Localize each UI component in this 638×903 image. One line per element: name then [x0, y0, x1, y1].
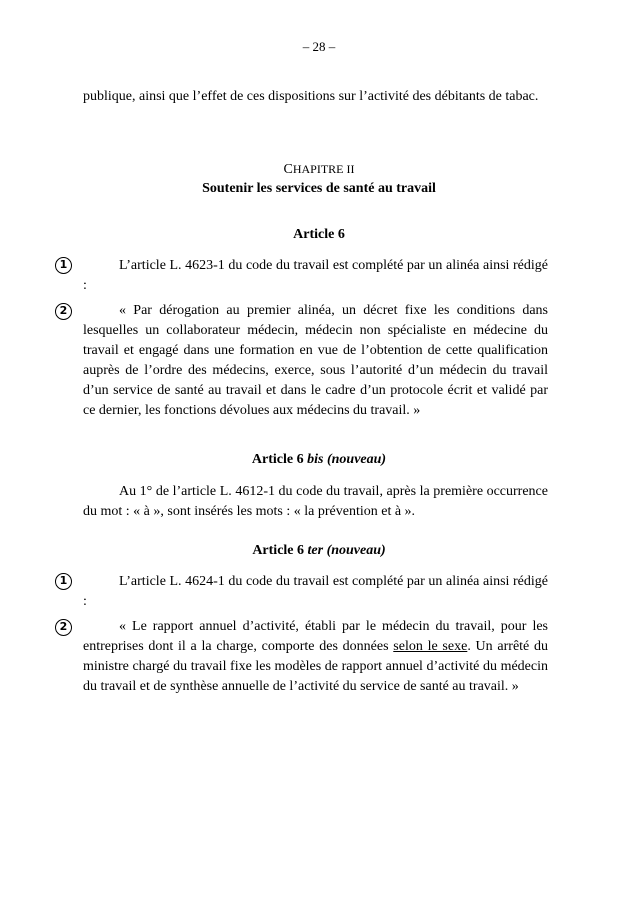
article-6-ter-heading-suffix: ter (nouveau) [307, 543, 386, 558]
intro-paragraph: publique, ainsi que l’effet de ces dispositions sur l’activité des débitants de tabac. [83, 89, 539, 104]
alinea-marker-icon: 1 [55, 257, 72, 274]
article-6-ter-alinea-2-text-before: « Le rapport annuel d’activité, établi par le médecin du travail, pour les entreprises dont il a la charge, comporte des données [83, 619, 548, 654]
chapter-label [0, 159, 638, 180]
alinea-marker-icon: 1 [55, 573, 72, 590]
alinea-marker-icon: 2 [55, 619, 72, 636]
article-6-bis-heading-suffix: bis (nouveau) [307, 452, 387, 467]
article-6-ter-alinea-2 [83, 617, 548, 697]
article-6-bis-heading [0, 450, 638, 470]
page-number: – 28 – [302, 39, 336, 54]
underlined-amendment: selon le sexe [393, 639, 468, 654]
article-6-bis-paragraph: Au 1° de l’article L. 4612-1 du code du travail, après la première occurrence du mot : « à », sont insérés les mots : « la prévention et à ». [83, 484, 548, 519]
article-6-heading: Article 6 [293, 227, 345, 242]
article-6-ter-heading-prefix: Article 6 [252, 543, 308, 558]
article-6-ter-alinea-2-text-after: . Un arrêté du ministre chargé du travail fixe les modèles de rapport annuel d’activité du médecin du travail et de synthèse annuelle de l’activité du service de santé au travail. » [83, 639, 549, 694]
alinea-marker-icon: 2 [55, 303, 72, 320]
chapter-title: Soutenir les services de santé au travail [202, 181, 436, 196]
article-6-alinea-2: « Par dérogation au premier alinéa, un décret fixe les conditions dans lesquelles un collaborateur médecin, médecin non spécialiste en médecine du travail et engagé dans une formation en vue de l’obtention de cette qualification auprès de l’ordre des médecins, exerce, sous l’autorité d’un médecin du travail d’un service de santé au travail et dans le cadre d’un protocole écrit et validé par ce dernier, les fonctions dévolues aux médecins du travail. » [83, 303, 548, 418]
chapter-label-initial: C [283, 162, 293, 177]
chapter-label-rest: HAPITRE II [292, 162, 355, 176]
article-6-ter-alinea-1: L’article L. 4624-1 du code du travail est complété par un alinéa ainsi rédigé : [83, 574, 548, 609]
article-6-alinea-1: L’article L. 4623-1 du code du travail est complété par un alinéa ainsi rédigé : [83, 258, 548, 293]
article-6-ter-heading [0, 541, 638, 561]
article-6-bis-heading-prefix: Article 6 [251, 452, 308, 467]
